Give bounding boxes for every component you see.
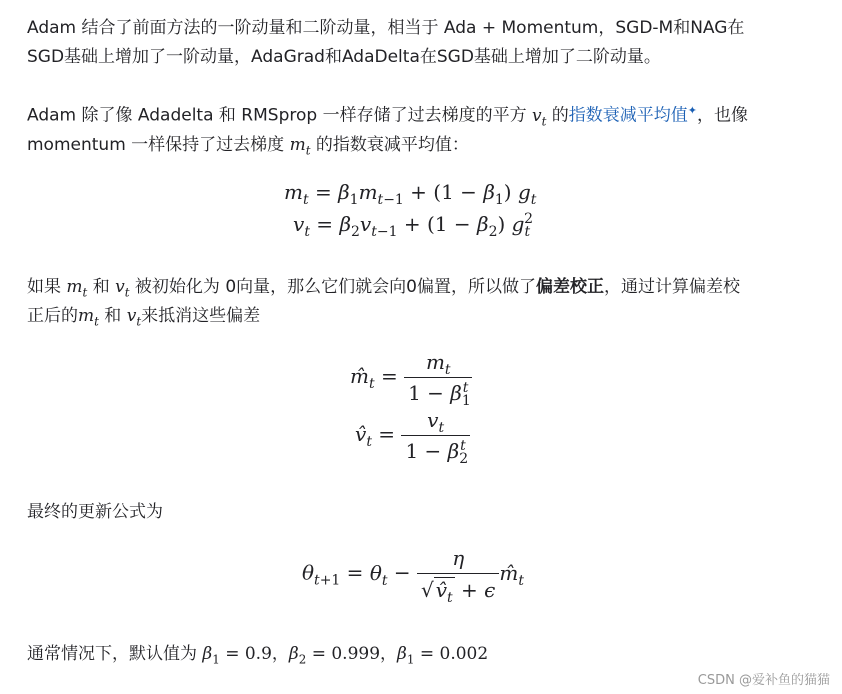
defaults-sep-1: ， [271,644,289,664]
math-beta1-value: $\beta_1 = 0.9$ [202,644,272,667]
equation-v-hat: $v̂_t$ = $\frac{v_t}{1 - \beta_2^t}$ [355,408,469,467]
math-beta2-value: $\beta_2 = 0.999$ [288,644,381,667]
bias-text-2: 和 [87,277,116,297]
defaults-sep-2: ， [380,644,398,664]
paragraph-adam-description [27,96,748,160]
math-m-t-inline-2: $m_t$ [78,306,99,329]
adam-desc-text-5: 的指数衰减平均值： [310,134,469,155]
bias-text-7: 来抵消这些偏差 [141,306,261,326]
math-v-t: $v_t$ [532,105,547,129]
adam-desc-text-4: momentum 一样保持了过去梯度 [27,134,290,155]
adam-desc-text-3: ，也像 [697,105,749,126]
fraction-update: $\frac{\eta}{√ v̂_t + \epsilon}$ [417,546,499,602]
equation-m-t: $m_t = \beta_1m_{t-1} + (1 - \beta_1)$ $g_t$ [284,180,537,208]
paragraph-defaults [27,640,488,669]
bias-text-6: 和 [98,306,127,326]
equation-v-t: $v_t = \beta_2v_{t-1} + (1 - \beta_2)$ $g_t^2$ [293,211,534,240]
equation-m-hat: $m̂_t$ = $\frac{m_t}{1 - \beta_1^t}$ [350,350,471,409]
bias-text-4: ，通过计算偏差校 [603,277,740,297]
bias-text-5: 正后的 [27,306,78,326]
bias-correction-equations [350,350,472,466]
math-v-t-inline: $v_t$ [115,277,130,300]
math-v-t-inline-2: $v_t$ [126,306,142,329]
sqrt-symbol: √ [420,578,434,602]
link-star-icon: ✦ [687,104,698,117]
paragraph-final-update [27,498,163,527]
adam-desc-text-1: Adam 除了像 Adadelta 和 RMSprop 一样存储了过去梯度的平方 [27,105,532,126]
bias-correction-bold: 偏差校正 [535,277,604,297]
update-rule-equation: $\theta_{t+1} = \theta_t$ − $\frac{\eta}{√ v̂_t + \epsilon}$ $m̂_t$ [302,546,524,606]
final-update-text: 最终的更新公式为 [27,502,163,522]
bias-line-1 [27,273,740,302]
bias-text-1: 如果 [27,277,67,297]
intro-line-2: SGD基础上增加了一阶动量，AdaGrad和AdaDelta在SGD基础上增加了二阶动量。 [27,47,661,67]
adam-desc-line-1 [27,96,748,131]
paragraph-intro [27,14,744,72]
paragraph-bias [27,273,740,331]
exp-decay-average-link[interactable]: 指数衰减平均值 [568,105,688,126]
defaults-text: 通常情况下，默认值为 [27,644,203,664]
intro-line-1: Adam 结合了前面方法的一阶动量和二阶动量，相当于 Ada + Momentum，SGD-M和NAG在 [27,18,745,38]
bias-line-2 [27,302,740,331]
math-beta1-value-2: $\beta_1 = 0.002$ [397,644,489,667]
fraction-v-hat: $\frac{v_t}{1 - \beta_2^t}$ [401,408,469,463]
math-m-t: $m_t$ [289,134,311,158]
fraction-m-hat: $\frac{m_t}{1 - \beta_1^t}$ [404,350,472,405]
math-m-t-inline: $m_t$ [66,277,88,300]
adam-desc-line-2 [27,131,748,160]
csdn-watermark: CSDN @爱补鱼的猫猫 [697,673,830,688]
bias-text-3: 被初始化为 0向量，那么它们就会向0偏置，所以做了 [129,277,536,297]
adam-desc-text-2: 的 [546,105,569,126]
moment-equations [284,176,536,240]
